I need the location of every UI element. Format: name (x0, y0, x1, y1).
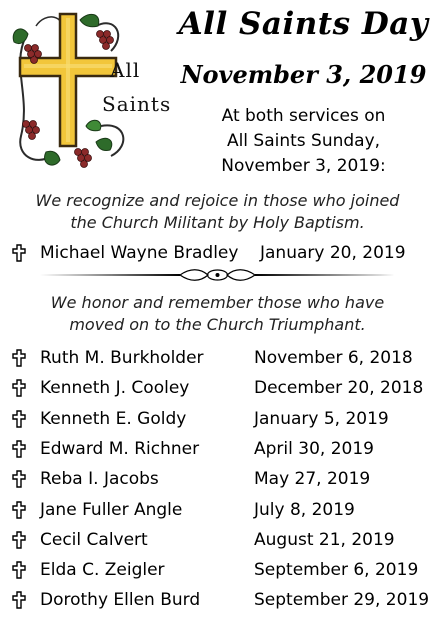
services-line-1: At both services on (221, 106, 386, 126)
entry-date: May 27, 2019 (254, 469, 371, 490)
cross-icon (12, 379, 26, 397)
all-saints-logo (6, 6, 174, 176)
cross-icon (12, 561, 26, 579)
cross-vine-icon (6, 6, 174, 176)
cross-icon (12, 244, 26, 262)
memorial-entry (10, 348, 430, 372)
memorial-entry (10, 439, 430, 463)
memorial-entry (10, 409, 430, 433)
cross-icon (12, 470, 26, 488)
entry-name: Edward M. Richner (40, 438, 200, 459)
entry-date: April 30, 2019 (254, 438, 374, 459)
memorial-entry (10, 530, 430, 554)
cross-icon (12, 349, 26, 367)
entry-name: Kenneth J. Cooley (40, 378, 190, 399)
entry-date: September 6, 2019 (254, 560, 419, 581)
cross-icon (12, 410, 26, 428)
entry-date: December 20, 2018 (254, 378, 424, 399)
services-line-2: All Saints Sunday, (226, 131, 381, 151)
memorial-entry (10, 500, 430, 524)
entry-name: Elda C. Zeigler (40, 560, 165, 581)
memorial-entry (10, 560, 430, 584)
entry-name: Reba I. Jacobs (40, 469, 159, 490)
memorial-intro (0, 292, 435, 336)
baptism-intro-line-2: the Church Militant by Holy Baptism. (70, 213, 365, 232)
memorial-entry (10, 590, 430, 614)
logo-text-saints: Saints (102, 92, 172, 116)
entry-date: September 29, 2019 (254, 590, 430, 611)
logo-text-all: All (110, 58, 141, 82)
memorial-intro-line-1: We honor and remember those who have (50, 293, 385, 312)
memorial-entry (10, 378, 430, 402)
memorial-intro-line-2: moved on to the Church Triumphant. (69, 315, 366, 334)
cross-icon (12, 440, 26, 458)
services-note (176, 104, 431, 179)
page-title: All Saints Day (178, 6, 429, 42)
cross-icon (12, 531, 26, 549)
services-line-3: November 3, 2019: (221, 156, 386, 176)
entry-date: January 20, 2019 (260, 243, 406, 263)
memorial-entry (10, 469, 430, 493)
entry-date: July 8, 2019 (254, 499, 355, 520)
entry-date: November 6, 2018 (254, 348, 413, 368)
entry-name: Ruth M. Burkholder (40, 348, 204, 368)
cross-icon (12, 591, 26, 609)
cross-icon (12, 501, 26, 519)
event-date-title: November 3, 2019 (180, 60, 427, 89)
entry-date: January 5, 2019 (254, 408, 389, 429)
entry-name: Michael Wayne Bradley (40, 243, 239, 263)
entry-name: Jane Fuller Angle (40, 499, 183, 520)
entry-name: Dorothy Ellen Burd (40, 590, 201, 611)
baptism-intro (0, 190, 435, 234)
ornamental-divider-icon (40, 268, 395, 282)
entry-name: Cecil Calvert (40, 529, 148, 550)
entry-date: August 21, 2019 (254, 529, 395, 550)
baptism-entry (10, 243, 430, 267)
entry-name: Kenneth E. Goldy (40, 408, 187, 429)
baptism-intro-line-1: We recognize and rejoice in those who joined (35, 191, 400, 210)
